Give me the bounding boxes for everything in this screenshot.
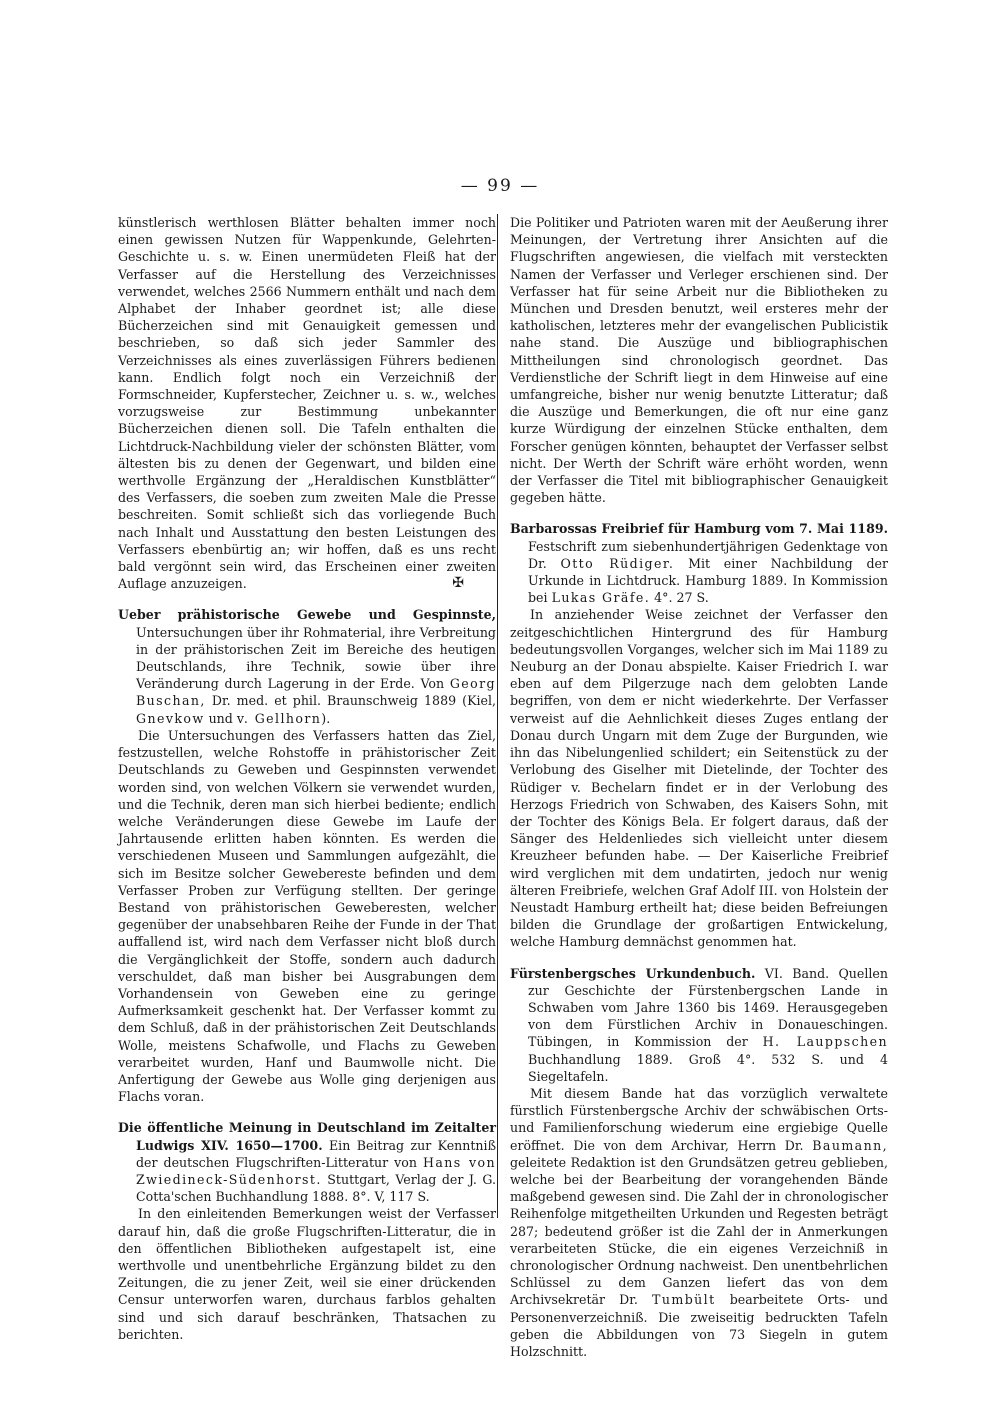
review-body xyxy=(510,1085,888,1360)
ornament-icon: ✠ xyxy=(452,575,464,592)
citation-text: Dr. med. et phil. Braunschweig 1889 (Kiel, xyxy=(211,693,496,709)
continuation-text: künstlerisch werthlosen Blätter behalten immer noch einen gewissen Nutzen für Wappenkunde, Gelehrten-Geschichte u. s. w. Einen unermüdeten Fleiß hat der Verfasser auf die Herstellung des Verzeichnisses verwendet, welches 2566 Nummern enthält und nach dem Alphabet der Inhaber geordnet ist; alle diese Bücherzeichen sind mit Genauigkeit gemessen und beschrieben, so daß sich jeder Sammler des Verzeichnisses als eines zuverlässigen Führers bedienen kann. Endlich folgt noch ein Verzeichniß der Formschneider, Kupferstecher, Zeichner u. s. w., welches vorzugsweise zur Bestimmung unbekannter Bücherzeichen dienen soll. Die Tafeln enthalten die Lichtdruck-Nachbildung vieler der schönsten Blätter, vom ältesten bis zu denen der Gegenwart, und bilden eine werthvolle Ergänzung der „Heraldischen Kunstblätter“ des Verfassers, die soeben zum zweiten Male die Presse beschreiten. Somit schließt sich das vorliegende Buch nach Inhalt und Ausstattung den besten Leistungen des Verfassers ebenbürtig an; wir hoffen, daß es uns recht bald vergönnt sein wird, das Erscheinen einer zweiten Auflage anzuzeigen. xyxy=(118,215,496,592)
continuation-paragraph: Die Politiker und Patrioten waren mit der Aeußerung ihrer Meinungen, der Vertretung ihrer Ansichten auf die Flugschriften angewiesen, die vielfach mit versteckten Namen der Verfasser und Verleger erschienen sind. Der Verfasser hat für seine Arbeit nur die Bibliotheken zu München und Dresden benutzt, weil ersteres mehr der katholischen, letzteres mehr der evangelischen Publicistik nahe stand. Die Auszüge und bibliographischen Mittheilungen sind chronologisch geordnet. Das Verdienstliche der Schrift liegt in dem Hinweise auf eine umfangreiche, bisher nur wenig benutzte Litteratur; daß die Auszüge und Bemerkungen, die oft nur eine ganz kurze Würdigung der einzelnen Stücke enthalten, dem Forscher genügen könnten, behauptet der Verfasser selbst nicht. Der Werth der Schrift wäre erhöht worden, wenn der Verfasser die Titel mit bibliographischer Genauigkeit gegeben hätte. xyxy=(510,215,888,506)
body-text: bearbeitete Orts- und Personenverzeichniß. Die zweiseitig bedruckten Tafeln geben die Abbildungen von 73 Siegeln in gutem Holzschnitt. xyxy=(510,1292,888,1359)
body-text: geleitete Redaktion ist den Grundsätzen getreu geblieben, welche bei der Bearbeitung der vorangehenden Bände maßgebend gewesen sind. Die Zahl der in chronologischer Reihenfolge mitgetheilten Urkunden und Regesten beträgt 287; bedeutend größer ist die Zahl der in Anmerkungen verarbeiteten Stücke, die ein eigenes Verzeichniß in chronologischer Ordnung nachweist. Den unentbehrlichen Schlüssel zu dem Ganzen liefert das von dem Archivsekretär Dr. xyxy=(510,1154,888,1308)
citation xyxy=(510,520,888,606)
citation-text: 4°. 27 S. xyxy=(654,590,709,606)
entry-title: Barbarossas Freibrief für Hamburg vom 7. Mai 1189. xyxy=(510,521,888,537)
citation-text: VI. Band. Quellen zur Geschichte der Fürstenbergschen Lande in Schwaben vom Jahre 1360 bis 1469. Herausgegeben von dem Fürstlichen Archiv in Donaueschingen. Tübingen, in Kommission der xyxy=(528,965,888,1050)
publisher-name: H. Lauppschen xyxy=(762,1034,888,1050)
publisher-name: Gnevkow xyxy=(136,710,205,726)
citation-text: Mit einer Nachbildung der Urkunde in Lichtdruck. Hamburg 1889. In Kommission bei xyxy=(528,555,889,606)
author-name: Hans von Zwiedineck-Südenhorst. xyxy=(136,1154,496,1187)
entry-title: Ueber prähistorische Gewebe und Gespinnste, xyxy=(118,607,496,623)
entry-title: Die öffentliche Meinung in Deutschland im Zeitalter Ludwigs XIV. 1650—1700. xyxy=(118,1120,496,1153)
column-divider xyxy=(497,214,498,1218)
left-column xyxy=(118,214,496,1343)
author-name: Otto Rüdiger. xyxy=(560,555,675,571)
person-name: Tumbült xyxy=(652,1292,716,1308)
publisher-name: v. Gellhorn xyxy=(236,710,322,726)
publisher-name: Lukas Gräfe. xyxy=(551,590,651,606)
author-name: Georg Buschan, xyxy=(136,676,496,709)
citation-text: Buchhandlung 1889. Groß 4°. 532 S. und 4 Siegeltafeln. xyxy=(528,1051,888,1084)
review-body: Die Untersuchungen des Verfassers hatten das Ziel, festzustellen, welche Rohstoffe in prähistorischer Zeit Deutschlands zu Geweben und Gespinnsten verwendet worden sind, von welchen Völkern sie verwendet wurden, und die Technik, deren man sich hierbei bediente; endlich welche Veränderungen diese Gewebe im Laufe der Jahrtausende erlitten haben könnten. Es werden die verschiedenen Museen und Sammlungen aufgezählt, die sich im Besitze solcher Gewebereste befinden und dem Verfasser Proben zur Verfügung stellten. Der geringe Bestand von prähistorischen Geweberesten, welcher gegenüber der unabsehbaren Reihe der Funde in der That auffallend ist, wird nach dem Verfasser nicht bloß durch die Vergänglichkeit der Stoffe, sondern auch dadurch verschuldet, daß man bisher bei Ausgrabungen dem Vorhandensein von Geweben eine zu geringe Aufmerksamkeit geschenkt hat. Der Verfasser kommt zu dem Schluß, daß in der prähistorischen Zeit Deutschlands Wolle, meistens Schafwolle, und Flachs zu Geweben verarbeitet wurden, Hanf und Baumwolle nicht. Die Anfertigung der Gewebe aus Wolle ging derjenigen aus Flachs voran. xyxy=(118,727,496,1105)
right-column xyxy=(510,214,888,1360)
citation-text: und xyxy=(208,710,233,726)
page-number: — 99 — xyxy=(460,176,540,196)
review-body: In den einleitenden Bemerkungen weist der Verfasser darauf hin, daß die große Flugschriften-Litteratur, die in den öffentlichen Bibliotheken aufgestapelt ist, eine werthvolle und unentbehrliche Ergänzung bildet zu den Zeitungen, die zu jener Zeit, weil sie einer drückenden Censur unterworfen waren, durchaus farblos gehalten sind und sich darauf beschränken, Thatsachen zu berichten. xyxy=(118,1206,496,1342)
citation-text: Stuttgart, Verlag der J. G. Cotta'schen Buchhandlung 1888. 8°. V, 117 S. xyxy=(136,1171,496,1205)
person-name: Baumann, xyxy=(812,1137,888,1153)
review-entry-barbarossa xyxy=(510,520,888,950)
citation xyxy=(510,965,888,1085)
continuation-paragraph xyxy=(118,214,496,592)
review-entry-gewebe xyxy=(118,606,496,1105)
citation xyxy=(118,606,496,726)
citation-text: Untersuchungen über ihr Rohmaterial, ihre Verbreitung in der prähistorischen Zeit im Bereiche des heutigen Deutschlands, ihre Technik, sowie über ihre Veränderung durch Lagerung in der Erde. Von xyxy=(136,624,496,692)
review-entry-meinung xyxy=(118,1119,496,1343)
citation-text: Ein Beitrag zur Kenntniß der deutschen Flugschriften-Litteratur von xyxy=(136,1137,496,1170)
body-text: Mit diesem Bande hat das vorzüglich verwaltete fürstlich Fürstenbergsche Archiv der schwäbischen Orts- und Familienforschung wiederum eine ergiebige Quelle eröffnet. Die von dem Archivar, Herrn Dr. xyxy=(510,1085,888,1153)
review-entry-urkundenbuch xyxy=(510,965,888,1361)
citation-text: ). xyxy=(321,710,331,726)
review-body: In anziehender Weise zeichnet der Verfasser den zeitgeschichtlichen Hintergrund des für Hamburg bedeutungsvollen Vorganges, welcher sich im Mai 1189 zu Neuburg an der Donau abspielte. Kaiser Friedrich I. war eben auf dem Pilgerzuge nach dem gelobten Lande begriffen, von dem er nicht wiederkehrte. Der Verfasser verweist auf die Aehnlichkeit dieses Zuges entlang der Donau durch Ungarn mit dem Zuge der Burgunden, wie ihn das Nibelungenlied schildert; ein Seitenstück zu der Verlobung des Giselher mit Dietelinde, der Tochter des Rüdiger v. Bechelarn findet er in der Verlobung des Herzogs Friedrich von Schwaben, des Kaisers Sohn, mit der Tochter des Königs Bela. Er folgert daraus, daß der Sänger des Heldenliedes sich vielleicht unter diesem Kreuzheer befunden habe. — Der Kaiserliche Freibrief wird verglichen mit dem undatirten, jedoch nur wenig älteren Freibriefe, welchen Graf Adolf III. von Holstein der Neustadt Hamburg ertheilt hat; diese beiden Befreiungen bilden die Grundlage der großartigen Entwickelung, welche Hamburg demnächst genommen hat. xyxy=(510,607,888,950)
citation xyxy=(118,1119,496,1205)
entry-title: Fürstenbergsches Urkundenbuch. xyxy=(510,965,756,981)
citation-text: Festschrift zum siebenhundertjährigen Gedenktage von Dr. xyxy=(528,538,888,571)
